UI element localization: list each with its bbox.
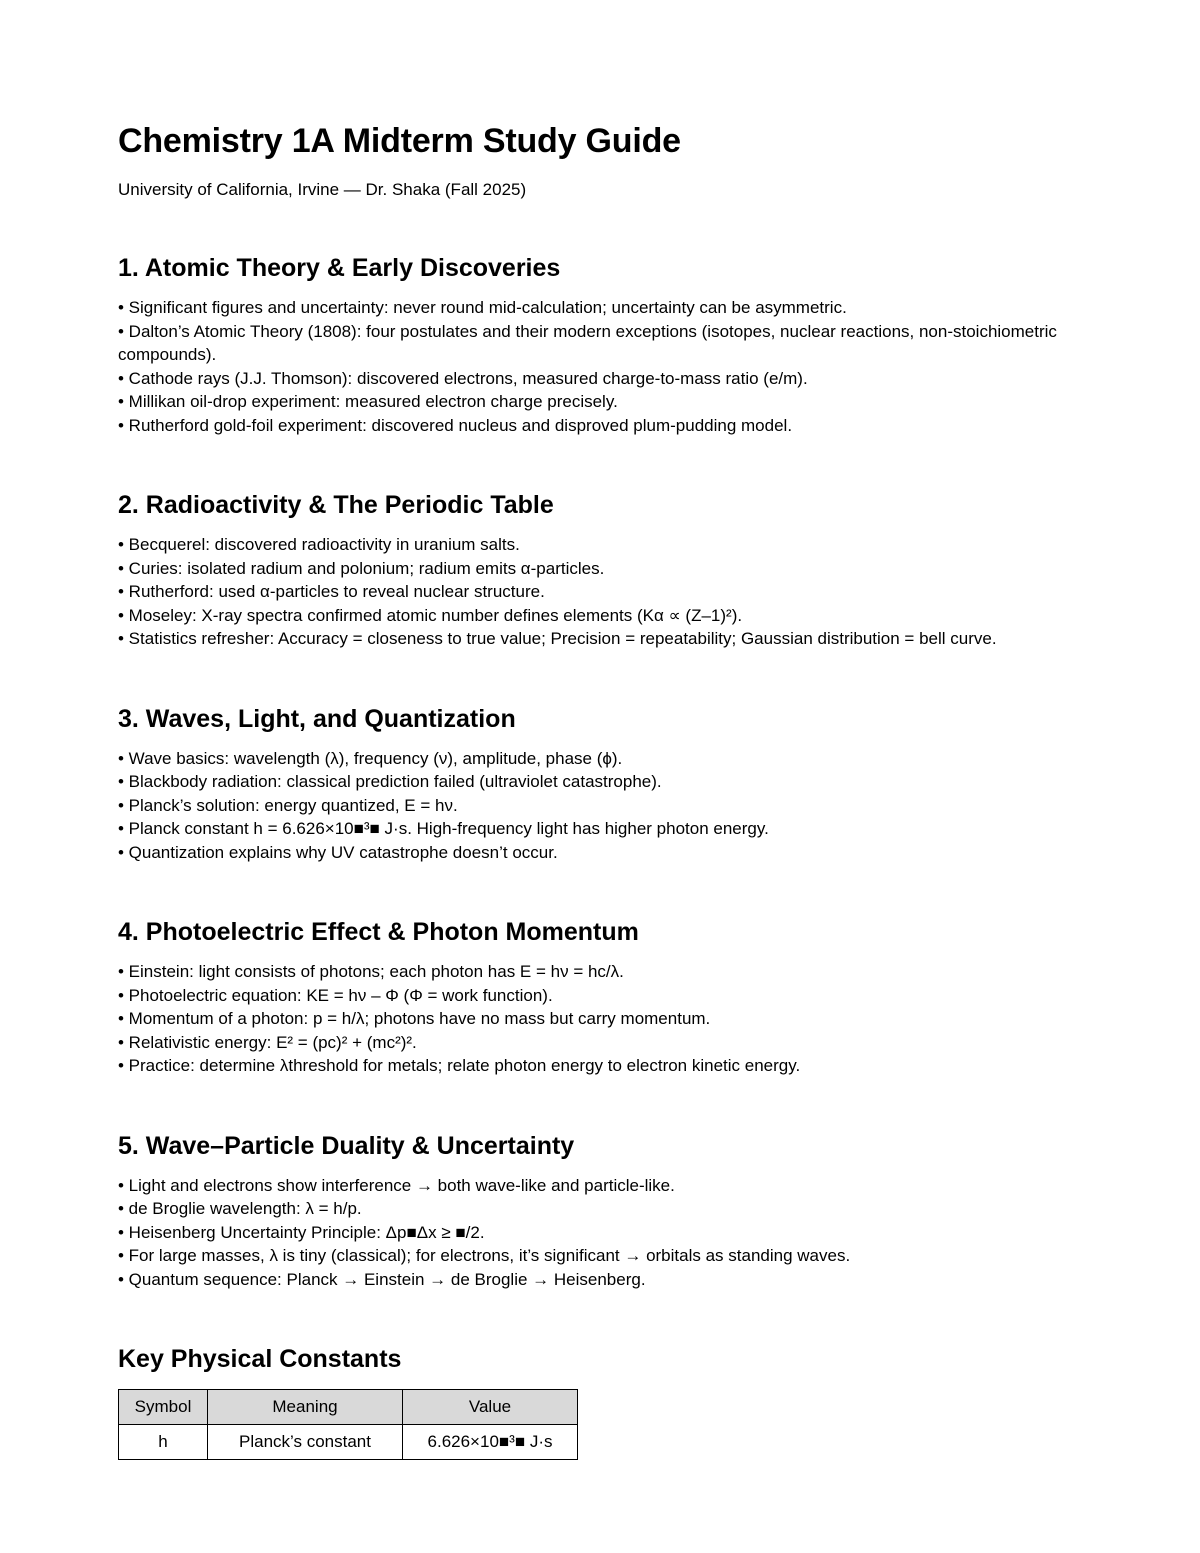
bullet-list xyxy=(118,1174,1088,1292)
list-item: • Practice: determine λthreshold for metals; relate photon energy to electron kinetic energy. xyxy=(118,1056,801,1075)
list-item: • Photoelectric equation: KE = hν – Φ (Φ = work function). xyxy=(118,985,553,1005)
list-item: • Moseley: X-ray spectra confirmed atomic number defines elements (Kα ∝ (Z–1)²). xyxy=(118,605,743,625)
list-item: • Rutherford: used α-particles to reveal nuclear structure. xyxy=(118,582,545,601)
section-heading: 4. Photoelectric Effect & Photon Momentum xyxy=(118,918,639,946)
section-radioactivity xyxy=(118,489,1088,651)
bullet-list xyxy=(118,960,1088,1078)
list-item: • Einstein: light consists of photons; each photon has E = hν = hc/λ. xyxy=(118,962,624,981)
list-item: • Relativistic energy: E² = (pc)² + (mc²)². xyxy=(118,1032,417,1052)
list-item: • de Broglie wavelength: λ = h/p. xyxy=(118,1199,362,1218)
list-item: • Quantization explains why UV catastrophe doesn’t occur. xyxy=(118,842,558,862)
list-item: • Curies: isolated radium and polonium; radium emits α-particles. xyxy=(118,558,605,578)
bullet-list xyxy=(118,296,1088,437)
table-cell-meaning: Planck’s constant xyxy=(208,1425,403,1460)
list-item: • Dalton’s Atomic Theory (1808): four postulates and their modern exceptions (isotopes, nuclear reactions, non-stoichiometric compounds). xyxy=(118,321,1057,364)
table-cell-symbol: h xyxy=(119,1425,208,1460)
section-heading: 1. Atomic Theory & Early Discoveries xyxy=(118,254,561,282)
bullet-list xyxy=(118,533,1088,651)
list-item: • Planck’s solution: energy quantized, E = hν. xyxy=(118,795,458,815)
section-heading: 3. Waves, Light, and Quantization xyxy=(118,704,516,733)
column-header-meaning: Meaning xyxy=(208,1390,403,1425)
list-item: • For large masses, λ is tiny (classical); for electrons, it’s significant → orbitals as standing waves. xyxy=(118,1246,851,1265)
section-photoelectric xyxy=(118,916,1088,1078)
list-item: • Cathode rays (J.J. Thomson): discovered electrons, measured charge-to-mass ratio (e/m). xyxy=(118,368,808,388)
list-item: • Light and electrons show interference → both wave-like and particle-like. xyxy=(118,1175,675,1195)
section-constants xyxy=(118,1343,1088,1460)
table-row xyxy=(119,1425,578,1460)
table-header-row xyxy=(119,1390,578,1425)
list-item: • Blackbody radiation: classical prediction failed (ultraviolet catastrophe). xyxy=(118,772,662,791)
list-item: • Significant figures and uncertainty: never round mid-calculation; uncertainty can be asymmetric. xyxy=(118,298,847,317)
list-item: • Millikan oil-drop experiment: measured electron charge precisely. xyxy=(118,392,618,411)
list-item: • Statistics refresher: Accuracy = closeness to true value; Precision = repeatability; Gaussian distribution = bell curve. xyxy=(118,629,997,648)
constants-table xyxy=(118,1389,578,1460)
section-waves-light xyxy=(118,703,1088,865)
list-item: • Momentum of a photon: p = h/λ; photons have no mass but carry momentum. xyxy=(118,1009,711,1028)
list-item: • Becquerel: discovered radioactivity in uranium salts. xyxy=(118,535,520,554)
section-heading: 2. Radioactivity & The Periodic Table xyxy=(118,491,554,519)
list-item: • Wave basics: wavelength (λ), frequency (ν), amplitude, phase (ϕ). xyxy=(118,748,623,768)
section-wave-particle xyxy=(118,1130,1088,1292)
bullet-list xyxy=(118,747,1088,865)
list-item: • Heisenberg Uncertainty Principle: Δp■Δx ≥ ■/2. xyxy=(118,1222,485,1242)
document-page xyxy=(118,118,1088,1460)
document-subtitle: University of California, Irvine — Dr. Shaka (Fall 2025) xyxy=(118,180,527,199)
column-header-symbol: Symbol xyxy=(119,1390,208,1425)
list-item: • Rutherford gold-foil experiment: discovered nucleus and disproved plum-pudding model. xyxy=(118,415,793,435)
document-title: Chemistry 1A Midterm Study Guide xyxy=(118,122,681,160)
table-cell-value: 6.626×10■³■ J·s xyxy=(403,1425,578,1460)
section-atomic-theory xyxy=(118,252,1088,437)
list-item: • Quantum sequence: Planck → Einstein → de Broglie → Heisenberg. xyxy=(118,1269,646,1289)
column-header-value: Value xyxy=(403,1390,578,1425)
section-heading: 5. Wave–Particle Duality & Uncertainty xyxy=(118,1131,575,1160)
list-item: • Planck constant h = 6.626×10■³■ J·s. High-frequency light has higher photon energy. xyxy=(118,819,769,838)
constants-heading: Key Physical Constants xyxy=(118,1345,402,1373)
